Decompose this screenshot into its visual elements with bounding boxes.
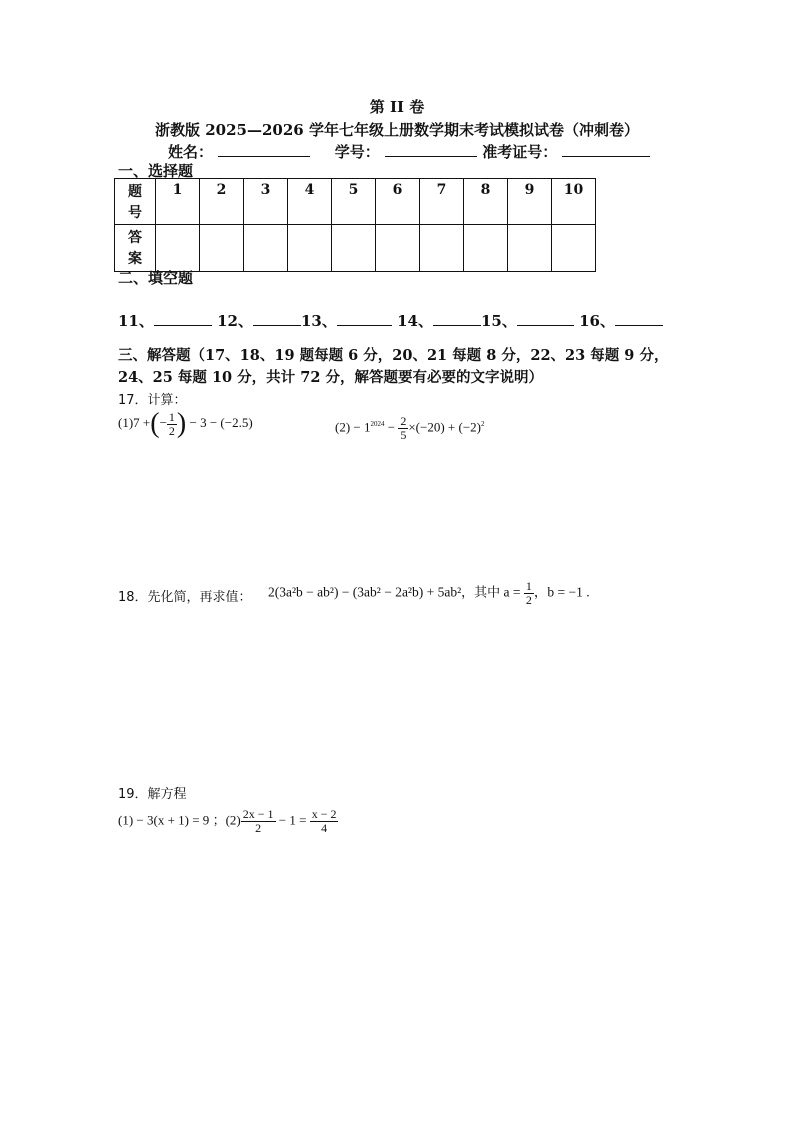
section-solve-title-line2: 24、25 每题 10 分，共计 72 分，解答题要有必要的文字说明） xyxy=(118,369,543,386)
answer-cell[interactable] xyxy=(376,225,420,272)
blank-13[interactable] xyxy=(337,325,392,326)
fraction: $\frac{1}{2}$ xyxy=(168,409,175,438)
answer-cell[interactable] xyxy=(464,225,508,272)
table-cell: 8 xyxy=(464,179,508,225)
blank-label-12: 12、 xyxy=(217,312,253,330)
question-number-row xyxy=(115,179,596,225)
blank-15[interactable] xyxy=(517,325,574,326)
table-cell: 5 xyxy=(332,179,376,225)
student-id-label: 学号： xyxy=(334,143,380,161)
table-cell: 4 xyxy=(288,179,332,225)
answer-cell[interactable] xyxy=(156,225,200,272)
answer-cell[interactable] xyxy=(200,225,244,272)
table-cell: 1 xyxy=(156,179,200,225)
answer-cell[interactable] xyxy=(508,225,552,272)
row-header-number: 题 号 xyxy=(115,179,156,225)
blank-label-15: 15、 xyxy=(480,312,517,330)
fraction: $\frac{x - 2}{4}$ xyxy=(311,807,337,835)
fraction: $\frac{2x - 1}{2}$ xyxy=(242,807,274,835)
blank-label-11: 11、 xyxy=(118,312,154,330)
question-19-equations: (1) − 3(x + 1) = 9 ；(2) $\frac{2x - 1}{2}$ − 1 = $\frac{x - 2}{4}$ xyxy=(118,807,337,835)
fill-blank-row xyxy=(118,310,663,331)
question-17-part2: $(2) - 1^{2024}$ − $\frac{2}{5}$ $\times(-20) + (-2)^2$ xyxy=(335,414,485,442)
answer-table xyxy=(114,178,596,272)
volume-label: 第 II 卷 xyxy=(369,98,425,116)
row-header-answer: 答 案 xyxy=(115,225,156,272)
blank-16[interactable] xyxy=(615,325,663,326)
blank-label-16: 16、 xyxy=(579,312,615,330)
section-solve-title-line1: 三、解答题（17、18、19 题每题 6 分，20、21 每题 8 分，22、23 每题 9 分， xyxy=(118,347,669,364)
table-cell: 3 xyxy=(244,179,288,225)
question-19-label: 19．解方程 xyxy=(118,787,187,802)
student-info-row xyxy=(168,141,650,162)
exam-title: 浙教版 2025—2026 学年七年级上册数学期末考试模拟试卷（冲刺卷） xyxy=(155,121,639,139)
name-label: 姓名： xyxy=(168,143,214,161)
blank-12[interactable] xyxy=(253,325,301,326)
answer-cell[interactable] xyxy=(288,225,332,272)
blank-11[interactable] xyxy=(154,325,212,326)
answer-cell[interactable] xyxy=(420,225,464,272)
fraction: $\frac{1}{2}$ xyxy=(525,579,532,607)
answer-row xyxy=(115,225,596,272)
table-cell: 9 xyxy=(508,179,552,225)
answer-cell[interactable] xyxy=(244,225,288,272)
table-cell: 2 xyxy=(200,179,244,225)
question-18-label: 18．先化简，再求值： xyxy=(118,590,252,605)
question-18-expression: 2(3a²b − ab²) − (3ab² − 2a²b) + 5ab²，其中 a = $\frac{1}{2}$ ，b = −1 . xyxy=(268,579,590,607)
fraction: $\frac{2}{5}$ xyxy=(400,414,407,442)
exam-number-field[interactable] xyxy=(562,156,650,157)
table-cell: 6 xyxy=(376,179,420,225)
exam-number-label: 准考证号： xyxy=(482,143,558,161)
name-field[interactable] xyxy=(218,156,310,157)
table-cell: 10 xyxy=(552,179,596,225)
question-17-label: 17．计算： xyxy=(118,393,187,408)
answer-cell[interactable] xyxy=(332,225,376,272)
answer-cell[interactable] xyxy=(552,225,596,272)
blank-14[interactable] xyxy=(433,325,481,326)
student-id-field[interactable] xyxy=(385,156,477,157)
table-cell: 7 xyxy=(420,179,464,225)
question-17-part1: (1)7 +(− $\frac{1}{2}$ ) − 3 − (−2.5) xyxy=(118,408,253,439)
section-fill-title: 二、填空题 xyxy=(118,269,194,287)
blank-label-14: 14、 xyxy=(397,312,433,330)
blank-label-13: 13、 xyxy=(300,312,337,330)
section-choice-title: 一、选择题 xyxy=(118,162,194,180)
